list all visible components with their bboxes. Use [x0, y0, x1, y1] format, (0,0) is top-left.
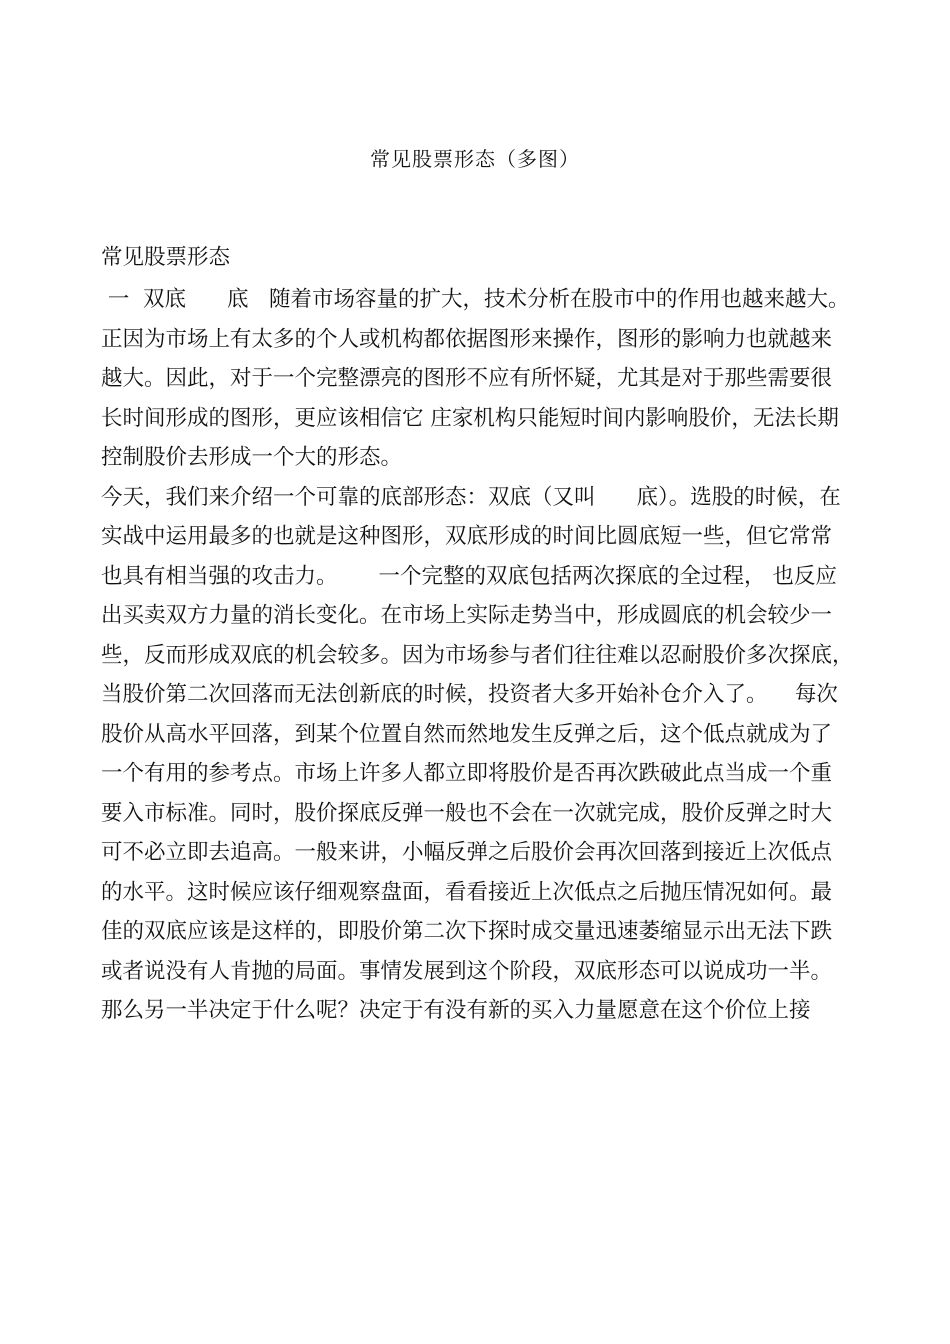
paragraph-line: 股价从高水平回落，到某个位置自然而然地发生反弹之后，这个低点就成为了: [101, 721, 833, 747]
document-body: [101, 238, 861, 1031]
paragraph-line: 一 双底 底 随着市场容量的扩大，技术分析在股市中的作用也越来越大。: [101, 287, 850, 312]
paragraph-line: 那么另一半决定于什么呢？决定于有没有新的买入力量愿意在这个价位上接: [101, 998, 811, 1023]
paragraph-line: 当股价第二次回落而无法创新底的时候，投资者大多开始补仓介入了。 每次: [101, 682, 838, 707]
document-title: 常见股票形态（多图）: [370, 147, 580, 171]
paragraph-line: 今天，我们来介绍一个可靠的底部形态：双底（又叫 底）。选股的时候，在: [101, 484, 841, 510]
paragraph-line: 或者说没有人肯抛的局面。事情发展到这个阶段，双底形态可以说成功一半。: [101, 958, 833, 984]
paragraph-line: 也具有相当强的攻击力。 一个完整的双底包括两次探底的全过程， 也反应: [101, 563, 837, 589]
paragraph-line: 越大。因此，对于一个完整漂亮的图形不应有所怀疑，尤其是对于那些需要很: [101, 366, 833, 391]
paragraph-line: 出买卖双方力量的消长变化。在市场上实际走势当中，形成圆底的机会较少一: [101, 603, 833, 628]
paragraph-line: 长时间形成的图形，更应该相信它 庄家机构只能短时间内影响股价，无法长期: [101, 405, 839, 431]
paragraph-line: 实战中运用最多的也就是这种图形，双底形成的时间比圆底短一些，但它常常: [101, 524, 833, 549]
paragraph-line: 一个有用的参考点。市场上许多人都立即将股价是否再次跌破此点当成一个重: [101, 761, 833, 786]
paragraph-line: 要入市标准。同时，股价探底反弹一般也不会在一次就完成，股价反弹之时大: [101, 800, 833, 826]
paragraph-line: 些，反而形成双底的机会较多。因为市场参与者们往往难以忍耐股价多次探底，: [101, 642, 854, 668]
paragraph-line: 佳的双底应该是这样的，即股价第二次下探时成交量迅速萎缩显示出无法下跌: [101, 919, 833, 944]
paragraph-line: 控制股价去形成一个大的形态。: [101, 445, 403, 470]
paragraph-line: 正因为市场上有太多的个人或机构都依据图形来操作，图形的影响力也就越来: [101, 326, 833, 352]
paragraph-line: 的水平。这时候应该仔细观察盘面，看看接近上次低点之后抛压情况如何。最: [101, 879, 833, 905]
section-heading: 常见股票形态: [101, 245, 231, 270]
paragraph-line: 可不必立即去追高。一般来讲，小幅反弹之后股价会再次回落到接近上次低点: [101, 840, 833, 865]
